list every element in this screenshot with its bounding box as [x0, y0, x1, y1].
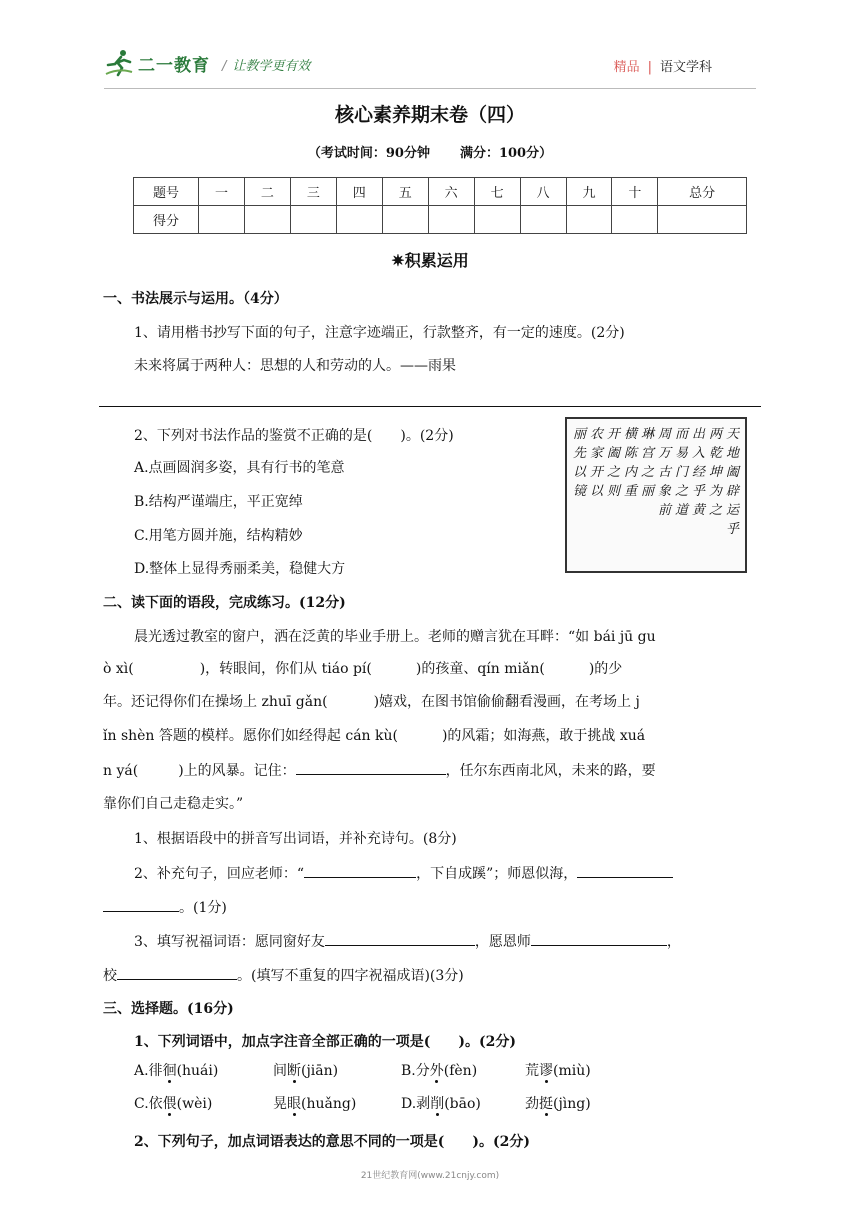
text: )嬉戏，在图书馆偷偷翻看漫画，在考场上 j [373, 694, 640, 710]
calligraphy-column: 而易门之道 [674, 427, 688, 518]
calligraphy-column: 农家开以 [589, 427, 603, 499]
text: )上的风暴。记住： [178, 763, 296, 779]
q1-sub2: 2、下列对书法作品的鉴赏不正确的是( )。(2分) [134, 428, 454, 444]
text: C.依 [134, 1096, 163, 1112]
q3-option-d-2[interactable] [525, 1094, 591, 1114]
text: )的少 [588, 661, 623, 677]
q1-option-c[interactable]: C.用笔方圆并施，结构精妙 [134, 528, 303, 544]
dotted-char: 眼 [287, 1096, 301, 1112]
page-header [104, 44, 756, 84]
score-input-cell[interactable] [244, 206, 290, 234]
q2-sub2-cont [103, 897, 227, 918]
q2-sub3-cont [103, 965, 464, 986]
calligraphy-column: 丽先以镜 [572, 427, 586, 499]
text: 劲 [525, 1096, 539, 1112]
score-input-cell[interactable] [336, 206, 382, 234]
score-cell: 二 [244, 178, 290, 206]
score-input-cell[interactable] [428, 206, 474, 234]
answer-blank[interactable] [304, 863, 416, 878]
score-input-cell[interactable] [612, 206, 658, 234]
q3-option-a-1[interactable] [134, 1061, 218, 1081]
text: 。(1分) [179, 900, 227, 916]
calligraphy-column: 周万古象前 [657, 427, 671, 518]
logo [104, 48, 210, 78]
dotted-char: 削 [430, 1096, 445, 1112]
calligraphy-column: 天地阖辟运乎 [725, 427, 739, 537]
q3-option-b-1[interactable] [401, 1061, 477, 1081]
answer-blank[interactable] [531, 931, 667, 946]
text: )的风霜；如海燕，敢于挑战 xuá [441, 728, 646, 744]
header-divider [104, 88, 756, 89]
q2-sub3 [134, 931, 681, 952]
text: 3、填写祝福词语：愿同窗好友 [134, 934, 325, 950]
answer-blank[interactable] [117, 965, 237, 980]
score-cell: 总分 [658, 178, 747, 206]
text: A.徘 [134, 1063, 163, 1079]
dotted-char: 徊 [162, 1063, 177, 1079]
text: (huái) [176, 1063, 219, 1079]
dotted-char: 挺 [539, 1096, 553, 1112]
score-cell: 八 [520, 178, 566, 206]
answer-blank[interactable] [577, 863, 673, 878]
q3-option-b-2[interactable] [525, 1061, 591, 1081]
header-tags [614, 56, 712, 75]
score-input-cell[interactable] [474, 206, 520, 234]
score-table [133, 177, 747, 234]
score-input-cell[interactable] [199, 206, 245, 234]
calligraphy-column: 横陈内重 [623, 427, 637, 499]
dotted-char: 谬 [539, 1063, 553, 1079]
text: ，任尔东西南北风，未来的路，要 [445, 763, 656, 779]
slogan-text: 让教学更有效 [232, 59, 311, 74]
score-cell: 题号 [134, 178, 199, 206]
score-cell: 一 [199, 178, 245, 206]
text: )的孩童、qín miǎn( [415, 661, 545, 677]
text: (miù) [553, 1063, 591, 1079]
runner-logo-icon [104, 48, 134, 78]
q2-para-line6: 靠你们自己走稳走实。” [103, 796, 244, 812]
score-input-cell[interactable] [290, 206, 336, 234]
q1-sub1: 1、请用楷书抄写下面的句子，注意字迹端正，行款整齐，有一定的速度。(2分) [134, 325, 625, 341]
answer-blank[interactable] [325, 931, 475, 946]
text: ，下自成蹊”；师恩似海， [416, 866, 578, 882]
page-title: 核心素养期末卷（四） [334, 104, 525, 126]
text: ò xì( [103, 661, 134, 677]
calligraphy-column: 两乾坤为之 [708, 427, 722, 518]
text: 年。还记得你们在操场上 zhuī gǎn( [103, 694, 328, 710]
text: 间 [273, 1063, 287, 1079]
logo-text: 二一教育 [138, 55, 210, 76]
calligraphy-column: 琳宫之丽 [640, 427, 654, 499]
q2-sub1: 1、根据语段中的拼音写出词语，并补充诗句。(8分) [134, 831, 457, 847]
text: (jìng) [553, 1096, 591, 1112]
tag-subject: 语文学科 [659, 60, 712, 75]
text: 2、补充句子，回应老师：“ [134, 866, 305, 882]
q2-para-line1: 晨光透过教室的窗户，洒在泛黄的毕业手册上。老师的赠言犹在耳畔：“如 bái jū gu [134, 629, 656, 645]
score-cell: 得分 [134, 206, 199, 234]
q3-heading: 三、选择题。(16分) [103, 1001, 234, 1017]
calligraphy-column: 开阖之则 [606, 427, 620, 499]
q3-option-a-2[interactable] [273, 1061, 338, 1081]
q1-option-a[interactable]: A.点画圆润多姿，具有行书的笔意 [134, 460, 345, 476]
tag-jingpin: 精品 [613, 60, 640, 75]
text: (wèi) [176, 1096, 213, 1112]
text: 荒 [525, 1063, 539, 1079]
slogan: / 让教学更有效 [222, 59, 311, 74]
score-input-cell[interactable] [520, 206, 566, 234]
score-table-score-row [134, 206, 747, 234]
score-cell: 六 [428, 178, 474, 206]
answer-blank[interactable] [103, 897, 179, 912]
text: n yá( [103, 763, 139, 779]
q3-sub1: 1、下列词语中，加点字注音全部正确的一项是( )。(2分) [134, 1034, 516, 1050]
calligraphy-image [565, 417, 747, 573]
dotted-char: 断 [287, 1063, 301, 1079]
score-table-header-row [134, 178, 747, 206]
text: ǐn shèn 答题的模样。愿你们如经得起 cán kù( [103, 728, 398, 744]
calligraphy-column: 出入经乎黄 [691, 427, 705, 518]
score-input-cell[interactable] [658, 206, 747, 234]
section-heading: ✷积累运用 [391, 251, 469, 270]
text: (fèn) [443, 1063, 478, 1079]
q2-sub2 [134, 863, 673, 884]
q2-para-line3 [103, 692, 640, 712]
q2-para-line2 [103, 659, 622, 679]
dotted-char: 外 [429, 1063, 444, 1079]
text: 。(填写不重复的四字祝福成语)(3分) [237, 968, 464, 984]
exam-info [0, 142, 860, 161]
answer-blank[interactable] [296, 760, 446, 775]
text: 校 [103, 968, 117, 984]
score-cell: 三 [290, 178, 336, 206]
q1-option-d[interactable]: D.整体上显得秀丽柔美，稳健大方 [134, 561, 346, 577]
writing-line[interactable] [99, 406, 761, 407]
score-cell: 七 [474, 178, 520, 206]
score-input-cell[interactable] [382, 206, 428, 234]
score-input-cell[interactable] [566, 206, 612, 234]
page-footer: 21世纪教育网(www.21cnjy.com) [360, 1171, 500, 1181]
q1-option-b[interactable]: B.结构严谨端庄，平正宽绰 [134, 494, 303, 510]
text: B.分 [401, 1063, 430, 1079]
q2-heading: 二、读下面的语段，完成练习。(12分) [103, 595, 346, 611]
dotted-char: 偎 [162, 1096, 177, 1112]
full-score: 满分：100分） [459, 146, 553, 161]
q3-option-c-1[interactable] [134, 1094, 212, 1114]
text: D.剥 [401, 1096, 431, 1112]
text: ， [666, 934, 681, 950]
text: (jiān) [301, 1063, 339, 1079]
q3-sub2: 2、下列句子，加点词语表达的意思不同的一项是( )。(2分) [134, 1134, 530, 1150]
text: 晃 [273, 1096, 287, 1112]
score-cell: 十 [612, 178, 658, 206]
q3-option-d-1[interactable] [401, 1094, 481, 1114]
exam-time: （考试时间：90分钟 [307, 146, 430, 161]
q2-para-line4 [103, 726, 645, 746]
text: )，转眼间，你们从 tiáo pí( [199, 661, 372, 677]
q2-para-line5 [103, 760, 656, 781]
q1-heading: 一、书法展示与运用。（4分） [103, 291, 288, 307]
score-cell: 九 [566, 178, 612, 206]
text: (bāo) [444, 1096, 481, 1112]
score-cell: 五 [382, 178, 428, 206]
q3-option-c-2[interactable] [273, 1094, 356, 1114]
score-cell: 四 [336, 178, 382, 206]
text: ，愿恩师 [474, 934, 531, 950]
tag-separator: | [647, 60, 652, 75]
q1-quote: 未来将属于两种人：思想的人和劳动的人。——雨果 [134, 358, 456, 374]
text: (huǎng) [301, 1096, 357, 1112]
